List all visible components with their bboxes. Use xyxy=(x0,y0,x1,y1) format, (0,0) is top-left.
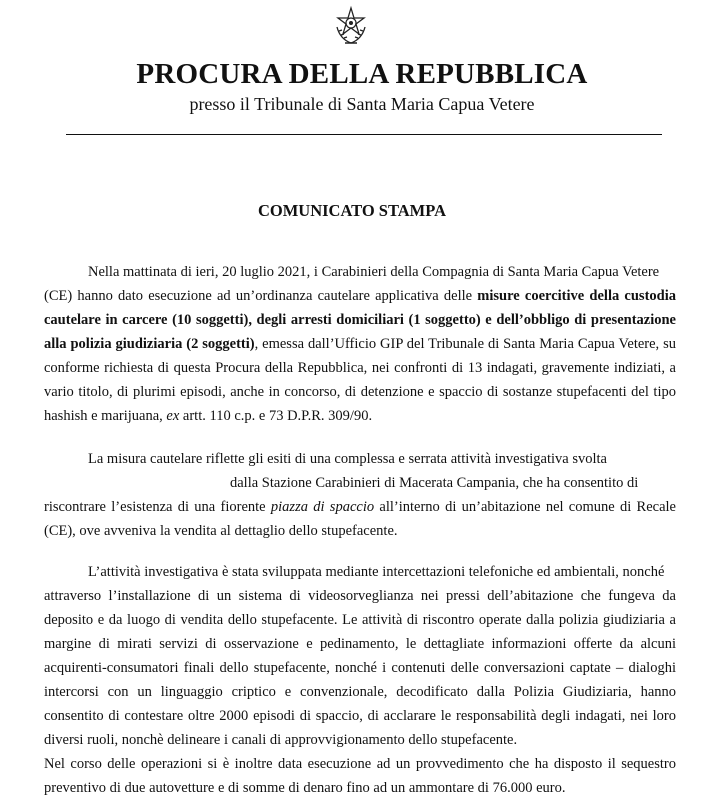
paragraph-3-line-2: attraverso l’installazione di un sistema di videosorveglianza nei pressi dell’abitazione che fungeva da xyxy=(44,588,676,604)
italic-text-run: piazza di spaccio xyxy=(270,499,375,515)
paragraph-3-line-7: consentito di contestare oltre 2000 episodi di spaccio, di acclarare le responsabilità degli indagati, nei loro xyxy=(44,708,676,724)
paragraph-3-line-6: intercorsi con un linguaggio criptico e convenzionale, decodificato dalla Polizia Giudiziaria, hanno xyxy=(44,684,676,700)
text-run: artt. 110 c.p. e 73 D.P.R. 309/90. xyxy=(179,408,373,424)
bold-text-run: alla polizia giudiziaria (2 soggetti) xyxy=(44,336,255,352)
paragraph-3-line-1: L’attività investigativa è stata sviluppata mediante intercettazioni telefoniche ed ambientali, nonché xyxy=(88,564,665,580)
italic-text-run: ex xyxy=(166,408,180,424)
paragraph-4-line-2: preventivo di due autovetture e di somme di denaro fino ad un ammontare di 76.000 euro. xyxy=(44,780,566,796)
page-subtitle: presso il Tribunale di Santa Maria Capua Vetere xyxy=(189,94,535,114)
text-run: (CE) hanno dato esecuzione ad un’ordinanza cautelare applicativa delle xyxy=(44,288,478,304)
paragraph-4-line-1: Nel corso delle operazioni si è inoltre data esecuzione ad un provvedimento che ha disposto il sequestro xyxy=(44,756,676,772)
paragraph-2-line-3 xyxy=(44,498,676,516)
paragraph-1-line-4 xyxy=(44,335,676,353)
text-run: all’interno di un’abitazione nel comune di Recale xyxy=(374,499,676,515)
paragraph-1-line-5: conforme richiesta di questa Procura della Repubblica, nei confronti di 13 indagati, gravemente indiziati, a xyxy=(44,360,676,376)
paragraph-1-line-3: cautelare in carcere (10 soggetti), degli arresti domiciliari (1 soggetto) e dell’obbligo di presentazione xyxy=(44,312,676,328)
paragraph-2-line-1: La misura cautelare riflette gli esiti di una complessa e serrata attività investigativa svolta xyxy=(88,451,607,467)
paragraph-1-line-6: vario titolo, di plurimi episodi, anche in concorso, di detenzione e spaccio di sostanze stupefacenti del tipo xyxy=(44,384,676,400)
header-divider xyxy=(66,134,662,135)
paragraph-2-line-4: (CE), ove avveniva la vendita al dettaglio dello stupefacente. xyxy=(44,523,398,539)
paragraph-3-line-8: diversi ruoli, nonchè delineare i canali di approvvigionamento dello stupefacente. xyxy=(44,732,518,748)
bold-text-run: misure coercitive della custodia xyxy=(477,288,677,304)
paragraph-1-line-1: Nella mattinata di ieri, 20 luglio 2021, i Carabinieri della Compagnia di Santa Maria Capua Vetere xyxy=(88,264,660,280)
paragraph-3-line-3: deposito e da luogo di vendita dello stupefacente. Le attività di riscontro operate dalla polizia giudiziaria a xyxy=(44,612,676,628)
paragraph-3-line-5: acquirenti-consumatori finali dello stupefacente, nonché i contenuti delle conversazioni captate – dialoghi xyxy=(44,660,676,676)
page-title: PROCURA DELLA REPUBBLICA xyxy=(136,58,588,90)
paragraph-1-line-2 xyxy=(44,287,676,305)
italian-republic-emblem-icon xyxy=(332,5,370,47)
text-run: hashish e marijuana, xyxy=(44,408,167,424)
section-heading: COMUNICATO STAMPA xyxy=(257,201,447,220)
paragraph-1-line-7 xyxy=(44,407,372,425)
text-run: , emessa dall’Ufficio GIP del Tribunale di Santa Maria Capua Vetere, su xyxy=(254,336,676,352)
paragraph-2-line-2: dalla Stazione Carabinieri di Macerata Campania, che ha consentito di xyxy=(230,475,639,491)
text-run: riscontrare l’esistenza di una fiorente xyxy=(44,499,271,515)
paragraph-3-line-4: margine di mirati servizi di osservazione e pedinamento, le dettagliate informazioni offerte da alcuni xyxy=(44,636,676,652)
